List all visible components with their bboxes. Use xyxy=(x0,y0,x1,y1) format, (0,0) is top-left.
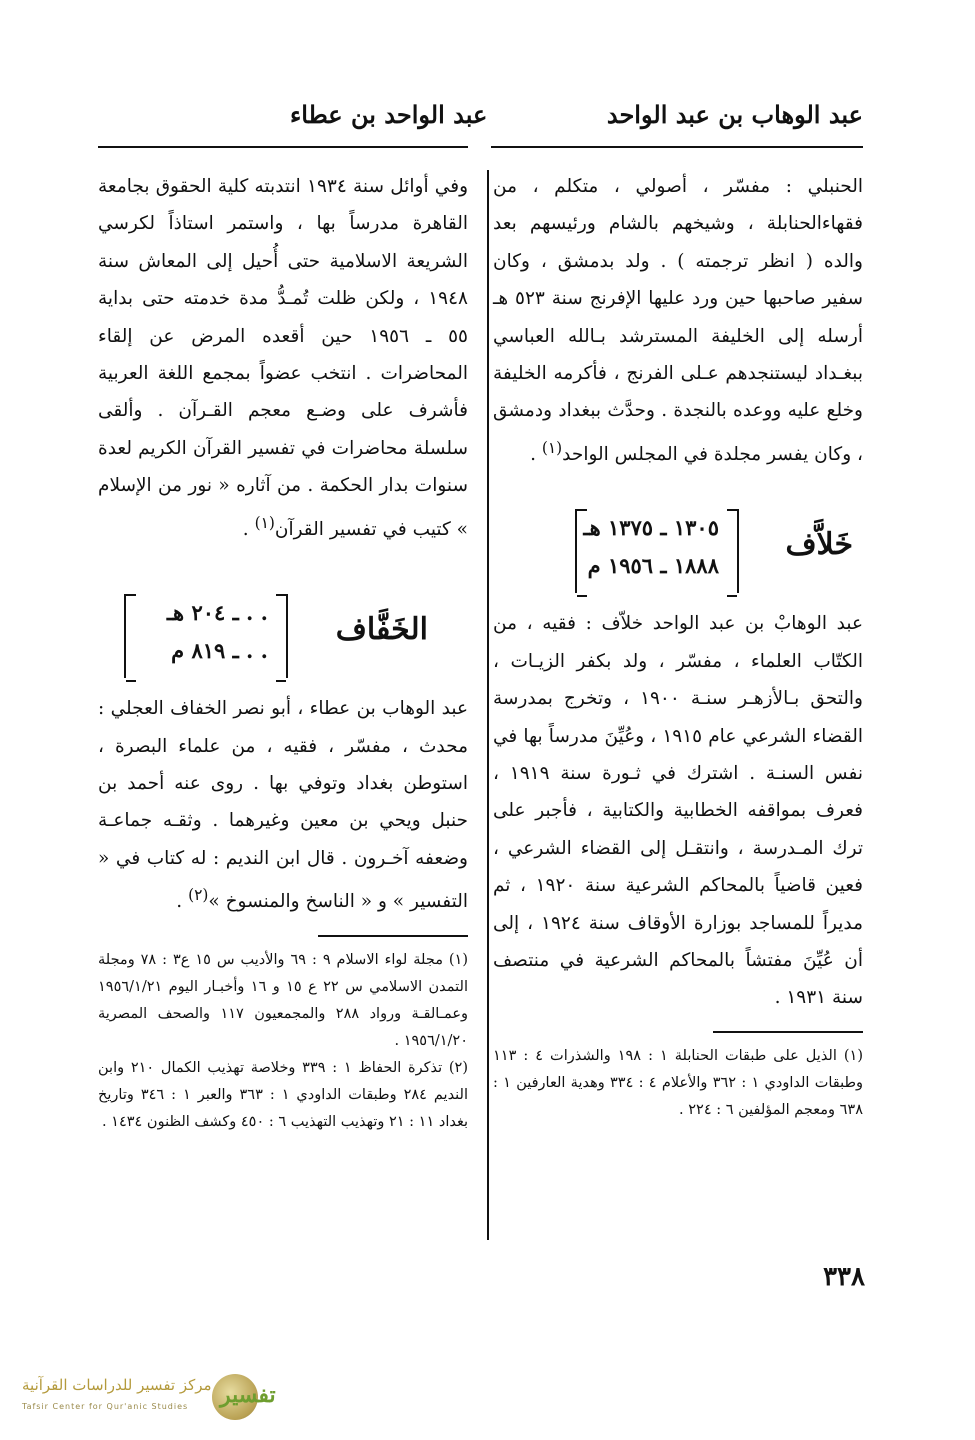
column-divider xyxy=(487,170,489,1240)
publisher-logo xyxy=(14,1372,274,1422)
entry-name: الخَفَّاف xyxy=(335,612,428,648)
footnote: (١) الذيل على طبقات الحنابلة ١ : ١٩٨ والشذرات ٤ : ١١٣ وطبقات الداودي ١ : ٣٦٢ والأعلام ٤ : ٣٣٤ وهدية العارفين ١ : ٦٣٨ ومعجم المؤلفين ٦ : ٢٢٤ . xyxy=(493,1047,864,1118)
footnote-ref: (١) xyxy=(541,438,563,457)
dates-ad: . . ـ ٨١٩ م xyxy=(171,638,268,664)
footnote-ref: (٢) xyxy=(188,886,209,905)
continued-entry-text: وفي أوائل سنة ١٩٣٤ انتدبته كلية الحقوق بجامعة القاهرة مدرساً بها ، واستمر استاذاً لكرسي الشريعة الاسلامية حتى أُحيل إلى المعاش سنة ١٩٤٨ ، ولكن ظلت تُمـدُّ مدة خدمته حتى بداية ٥٥ ـ ١٩٥٦ حين أقعده المرض عن إلقاء المحاضرات . انتخب عضواً بمجمع اللغة العربية فأشرف على وضـع معجم القـرآن . وألقى سلسلة محاضرات في تفسير القرآن الكريم لعدة سنوات بدار الحكمة . من آثاره « نور من الإسلام » كتيب في تفسير القرآن$^{(١)}$ . xyxy=(98,176,468,540)
running-header-left: عبد الواحد بن عطاء xyxy=(290,100,488,129)
footnote-1: (١) مجلة لواء الاسلام ٩ : ٦٩ والأديب س ١٥ ع٣ : ٧٨ ومجلة التمدن الاسلامي س ٢٢ ع ١٥ و ١٦ وأخبـار اليوم ١٩٥٦/١/٢١ وعمـالقـة ورواد ٢٨٨ والمجمعيون ١١٧ والصحف المصرية ١٩٥٦/١/٢٠ . xyxy=(98,951,469,1049)
continued-entry-text: الحنبلي : مفسّر ، أصولي ، متكلم ، من فقهاءالحنابلة ، وشيخهم بالشام ورئيسهم بعد والده ( انظر ترجمته ) . ولد بدمشق ، وكان سفير صاحبها حين ورد عليها الإفرنج سنة ٥٢٣ هـ أرسله إلى الخليفة المسترشد بـالله العباسي ببغـداد ليستنجدهم عـلى الفرنج ، فأكرمه الخليفة وخلع عليه ووعده بالنجدة . وحدَّث ببغداد ودمشق ، وكان يفسر مجلدة في المجلس الواحد$^{(١)}$ . xyxy=(493,176,864,465)
footnote-rule xyxy=(713,1031,863,1033)
logo-word: تفسير xyxy=(220,1382,276,1408)
footnote-ref: (١) xyxy=(254,513,275,532)
page-number: ٣٣٨ xyxy=(823,1262,865,1292)
footnote-rule xyxy=(318,935,468,937)
entry-name: خَلاَّف xyxy=(785,527,853,563)
date-bracket xyxy=(124,594,288,678)
left-column xyxy=(98,168,468,1136)
running-header-right: عبد الوهاب بن عبد الواحد xyxy=(606,100,863,129)
entry-heading-khallaf xyxy=(493,509,863,599)
header-rule-left xyxy=(98,146,468,148)
dates-hijri: ١٣٠٥ ـ ١٣٧٥ هـ xyxy=(583,515,719,541)
dates-hijri: . . ـ ٢٠٤ هـ xyxy=(166,600,268,626)
entry-body-khallaf: عبد الوهابْ بن عبد الواحد خلاّف : فقيه ، من الكتّاب العلماء ، مفسّر ، ولد بكفر الزيـات ، والتحق بـالأزهـر سنـة ١٩٠٠ ، وتخرج بمدرسة القضاء الشرعي عام ١٩١٥ ، وعُيِّنَ مدرساً بها في نفس السنـة . اشترك في ثـورة سنة ١٩١٩ ، فعرف بمواقفه الخطابية والكتابية ، فأجبر على ترك المـدرسة ، وانتقـل إلى القضاء الشرعي ، فعين قاضياً بالمحاكم الشرعية سنة ١٩٢٠ ، ثم مديراً للمساجد بوزارة الأوقاف سنة ١٩٢٤ ، إلى أن عُيِّنَ مفتشاً بالمحاكم الشرعية في منتصف سنة ١٩٣١ . xyxy=(493,613,864,1009)
right-column xyxy=(493,168,863,1124)
header-rule-right xyxy=(491,146,863,148)
date-bracket xyxy=(575,509,739,593)
logo-arabic-name: مركز تفسير للدراسات القرآنية xyxy=(22,1376,212,1394)
dates-ad: ١٨٨٨ ـ ١٩٥٦ م xyxy=(587,553,719,579)
footnote-2: (٢) تذكرة الحفاظ ١ : ٣٣٩ وخلاصة تهذيب الكمال ٢١٠ وابن النديم ٢٨٤ وطبقات الداودي ١ : ٣٦٣ والعبر ١ : ٣٤٦ وتاريخ بغداد ١١ : ٢١ وتهذيب التهذيب ٦ : ٤٥٠ وكشف الظنون ١٤٣٤ . xyxy=(98,1059,469,1130)
logo-english-name: Tafsir Center for Qur'anic Studies xyxy=(22,1402,189,1411)
entry-body-khaffaf: عبد الوهاب بن عطاء ، أبو نصر الخفاف العجلي : محدث ، مفسّر ، فقيه ، من علماء البصرة ، استوطن بغداد وتوفي بها . روى عنه أحمد بن حنبل ويحي بن معين وغيرهما . وثقـه جماعـة وضعفه آخـرون . قال ابن النديم : له كتاب في « التفسير » و « الناسخ والمنسوخ »$^{(٢)}$ . xyxy=(98,698,468,913)
entry-heading-khaffaf xyxy=(98,594,468,684)
